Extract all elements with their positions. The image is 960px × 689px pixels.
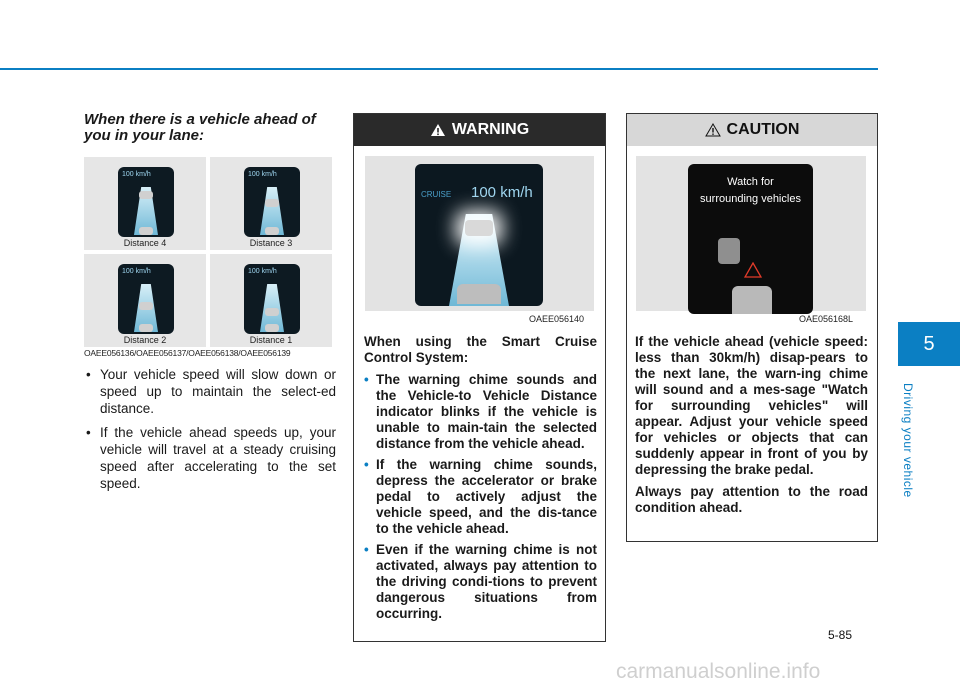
screen-speed: 100 km/h [248, 171, 277, 178]
screen-message: Watch for surrounding vehicles [700, 176, 801, 205]
list-item: • If the vehicle ahead speeds up, your vehicle will travel at a steady cruising speed after accelerating to the set speed. [84, 424, 336, 492]
caution-paragraph: If the vehicle ahead (vehicle speed: less than 30km/h) disap-pears to the next lane, the warn-ing chime will sound and a mes-sage "Watch for surrounding vehicles" will appear. Adjust your vehicle speed for vehicles or objects that can suddenly appear in front of you by depressing the brake pedal. [635, 334, 868, 477]
section-bullets [84, 366, 336, 499]
top-rule [0, 68, 878, 70]
caution-cluster-image [636, 156, 866, 311]
warning-box [353, 113, 606, 642]
distance-caption: Distance 1 [249, 335, 293, 345]
caution-box [626, 113, 878, 542]
caution-header [627, 114, 877, 146]
distance-cell [210, 157, 332, 250]
warning-cluster-image [365, 156, 594, 311]
screen-speed: 100 km/h [122, 171, 151, 178]
caution-body [635, 334, 868, 522]
distance-figure [84, 157, 332, 347]
warning-image-code: OAEE056140 [529, 314, 585, 324]
caution-image-code: OAE056168L [799, 314, 854, 324]
screen-cruise-label: CRUISE [421, 190, 452, 199]
screen-speed: 100 km/h [248, 268, 277, 275]
alert-triangle-icon [744, 262, 762, 278]
page-number: 5-85 [828, 628, 853, 642]
cluster-screen [244, 167, 300, 237]
cluster-screen [244, 264, 300, 334]
warning-header [354, 114, 605, 146]
warning-item: • The warning chime sounds and the Vehicle-to Vehicle Distance indicator blinks if the vehicle is unable to main-tain the selected distance from the vehicle ahead. [364, 372, 597, 452]
list-item: • Your vehicle speed will slow down or speed up to maintain the select-ed distance. [84, 366, 336, 417]
distance-cell [84, 254, 206, 347]
chapter-tab: 5 [898, 322, 960, 366]
distance-cell [210, 254, 332, 347]
screen-speed: 100 km/h [122, 268, 151, 275]
chapter-label: Driving your vehicle [901, 382, 915, 498]
section-heading: When there is a vehicle ahead of you in your lane: [84, 111, 316, 144]
caution-triangle-icon [705, 123, 721, 137]
cluster-screen [118, 264, 174, 334]
distance-cell [84, 157, 206, 250]
caution-title: CAUTION [726, 121, 800, 138]
cluster-screen [118, 167, 174, 237]
warning-title: WARNING [451, 121, 530, 138]
warning-triangle-icon [430, 123, 446, 137]
warning-item: • If the warning chime sounds, depress the accelerator or brake pedal to actively adjust the vehicle speed, and the dis-tance to the vehicle ahead. [364, 457, 597, 537]
caution-paragraph: Always pay attention to the road condition ahead. [635, 484, 868, 515]
watermark: carmanualsonline.info [616, 660, 821, 683]
warning-item: • Even if the warning chime is not activated, always pay attention to the driving condi-tions to prevent dangerous situations from occurring. [364, 542, 597, 622]
warning-intro: When using the Smart Cruise Control System: [364, 334, 597, 365]
distance-caption: Distance 3 [249, 238, 293, 248]
screen-speed: 100 km/h [471, 184, 533, 201]
figure-image-code: OAEE056136/OAEE056137/OAEE056138/OAEE056139 [84, 348, 291, 358]
distance-caption: Distance 4 [123, 238, 167, 248]
distance-caption: Distance 2 [123, 335, 167, 345]
warning-body [364, 334, 597, 627]
